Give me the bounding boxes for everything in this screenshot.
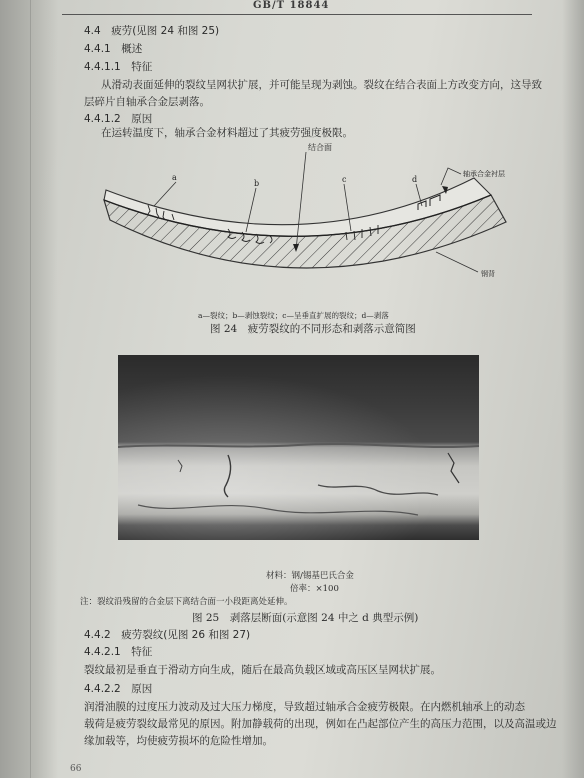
- page-number: 66: [70, 764, 82, 774]
- figure-25-magnification: 倍率：×100: [290, 584, 339, 594]
- micrograph-cracks: [118, 355, 479, 540]
- label-d: d: [412, 175, 418, 184]
- section-4-4-2-1-title: 4.4.2.1 特征: [84, 646, 153, 658]
- paragraph-line: 裂纹最初是垂直于滑动方向生成，随后在最高负载区域或高压区呈网状扩展。: [84, 664, 441, 676]
- label-steel-backing: 钢背: [481, 270, 495, 278]
- figure-25-caption: 图 25 剥落层断面(示意图 24 中之 d 典型示例): [192, 612, 419, 624]
- paragraph-line: 层碎片自轴承合金层剥落。: [84, 96, 210, 108]
- paragraph-line: 润滑油膜的过度压力波动及过大压力梯度，导致超过轴承合金疲劳极限。在内燃机轴承上的动态: [84, 701, 525, 713]
- header-rule: [62, 14, 532, 15]
- label-bearing-alloy: 轴承合金衬层: [463, 170, 505, 178]
- section-4-4-2-2-title: 4.4.2.2 原因: [84, 683, 153, 695]
- paragraph-line: 在运转温度下，轴承合金材料超过了其疲劳强度极限。: [101, 127, 353, 139]
- page-binding-shadow: [0, 0, 58, 778]
- section-4-4-2-title: 4.4.2 疲劳裂纹(见图 26 和图 27): [84, 629, 251, 641]
- paragraph-line: 从滑动表面延伸的裂纹呈网状扩展，并可能呈现为剥蚀。裂纹在结合表面上方改变方向，这导致: [101, 79, 542, 91]
- paragraph-line: 载荷是疲劳裂纹最常见的原因。附加静载荷的出现，例如在凸起部位产生的高压力范围，以及高温或边: [84, 718, 557, 730]
- fatigue-crack-diagram: [96, 140, 516, 308]
- label-b: b: [254, 179, 260, 188]
- figure-24-legend: a—裂纹；b—剥蚀裂纹；c—呈垂直扩展的裂纹；d—剥落: [198, 311, 389, 320]
- paragraph-line: 缘加载等，均使疲劳损坏的危险性增加。: [84, 735, 273, 747]
- label-bonding-interface: 结合面: [308, 143, 332, 152]
- figure-25-note: 注：裂纹沿残留的合金层下离结合面一小段距离处延伸。: [80, 597, 293, 607]
- section-4-4-1-2-title: 4.4.1.2 原因: [84, 113, 153, 125]
- figure-24-caption: 图 24 疲劳裂纹的不同形态和剥落示意简图: [210, 323, 416, 335]
- section-4-4-1-1-title: 4.4.1.1 特征: [84, 61, 153, 73]
- standard-code: GB/T 18844: [253, 0, 330, 11]
- section-4-4-title: 4.4 疲劳(见图 24 和图 25): [84, 25, 220, 37]
- label-a: a: [172, 173, 177, 182]
- label-c: c: [342, 175, 347, 184]
- section-4-4-1-title: 4.4.1 概述: [84, 43, 143, 55]
- page-edge-shadow: [562, 0, 584, 778]
- binding-edge: [30, 0, 31, 778]
- figure-25-material: 材料：钢/锡基巴氏合金: [266, 571, 354, 581]
- spalling-micrograph: [118, 355, 479, 540]
